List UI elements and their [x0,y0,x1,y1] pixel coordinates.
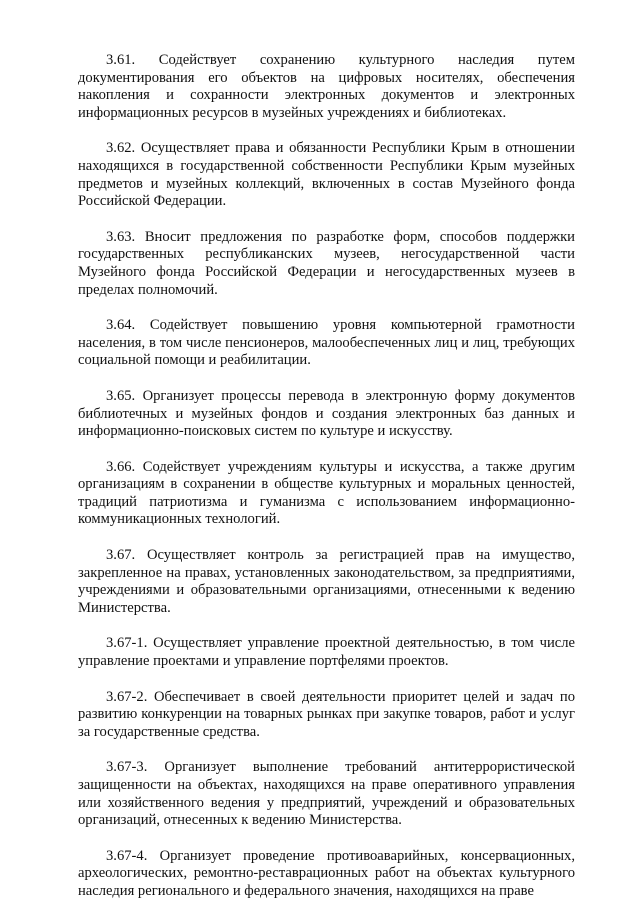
paragraph-3-64 [78,317,575,370]
paragraph-number: 3.66. [106,458,136,475]
paragraph-text: Осуществляет права и обязанности Республики Крым в отношении находящихся в государственной собственности Республики Крым музейных предметов и музейных коллекций, включенных в состав Музейного фонда Российской Федерации. [78,140,575,210]
paragraph-number: 3.64. [106,317,136,334]
paragraph-text: Организует проведение противоаварийных, консервационных, археологических, ремонтно-реставрационных работ на объектах культурного наследия регионального и федерального значения, находящихся на праве [78,847,575,899]
paragraph-3-63 [78,229,575,299]
paragraph-3-66 [78,459,575,529]
paragraph-3-62 [78,140,575,210]
paragraph-3-67 [78,547,575,617]
paragraph-text: Содействует учреждениям культуры и искусства, а также другим организациям в сохранении в обществе культурных и моральных ценностей, традиций патриотизма и гуманизма с использованием информационно-коммуникационных технологий. [78,458,575,528]
paragraph-3-67-2 [78,689,575,742]
paragraph-number: 3.62. [106,140,136,157]
paragraph-number: 3.67. [106,547,136,564]
paragraph-number: 3.67-2. [106,688,148,705]
paragraph-3-65 [78,388,575,441]
paragraph-text: Обеспечивает в своей деятельности приоритет целей и задач по развитию конкуренции на товарных рынках при закупке товаров, работ и услуг за государственные средства. [78,688,575,740]
paragraph-text: Организует процессы перевода в электронную форму документов библиотечных и музейных фондов и создания электронных баз данных и информационно-поисковых систем по культуре и искусству. [78,387,575,440]
paragraph-text: Содействует сохранению культурного наследия путем документирования его объектов на цифровых носителях, обеспечения накопления и сохранности электронных документов и электронных информационных ресурсов в музейных учреждениях и библиотеках. [78,52,575,121]
paragraph-3-67-3 [78,759,575,829]
paragraph-number: 3.61. [106,52,136,68]
paragraph-text: Осуществляет контроль за регистрацией прав на имущество, закрепленное на правах, установленных законодательством, за предприятиями, учреждениями и образовательными организациями, отнесенными к ведению Министерства. [78,547,575,616]
paragraph-number: 3.63. [106,228,136,245]
paragraph-number: 3.67-3. [106,759,148,776]
paragraph-text: Вносит предложения по разработке форм, способов поддержки государственных республиканских музеев, негосударственной части Музейного фонда Российской Федерации и негосударственных музеев в пределах полномочий. [78,228,575,298]
paragraph-3-67-4 [78,848,575,901]
paragraph-3-67-1 [78,635,575,670]
paragraph-number: 3.67-1. [106,635,148,652]
paragraph-text: Осуществляет управление проектной деятельностью, в том числе управление проектами и управление портфелями проектов. [78,635,575,670]
paragraph-text: Содействует повышению уровня компьютерной грамотности населения, в том числе пенсионеров, малообеспеченных лиц и лиц, требующих социальной помощи и реабилитации. [78,317,575,369]
paragraph-number: 3.67-4. [106,847,148,864]
paragraph-text: Организует выполнение требований антитеррористической защищенности на объектах, находящихся на праве оперативного управления или хозяйственного ведения у предприятий, учреждений и образовательных организаций, отнесенных к ведению Министерства. [78,759,575,829]
document-body [78,52,575,905]
paragraph-number: 3.65. [106,387,136,404]
paragraph-3-61 [78,52,575,122]
